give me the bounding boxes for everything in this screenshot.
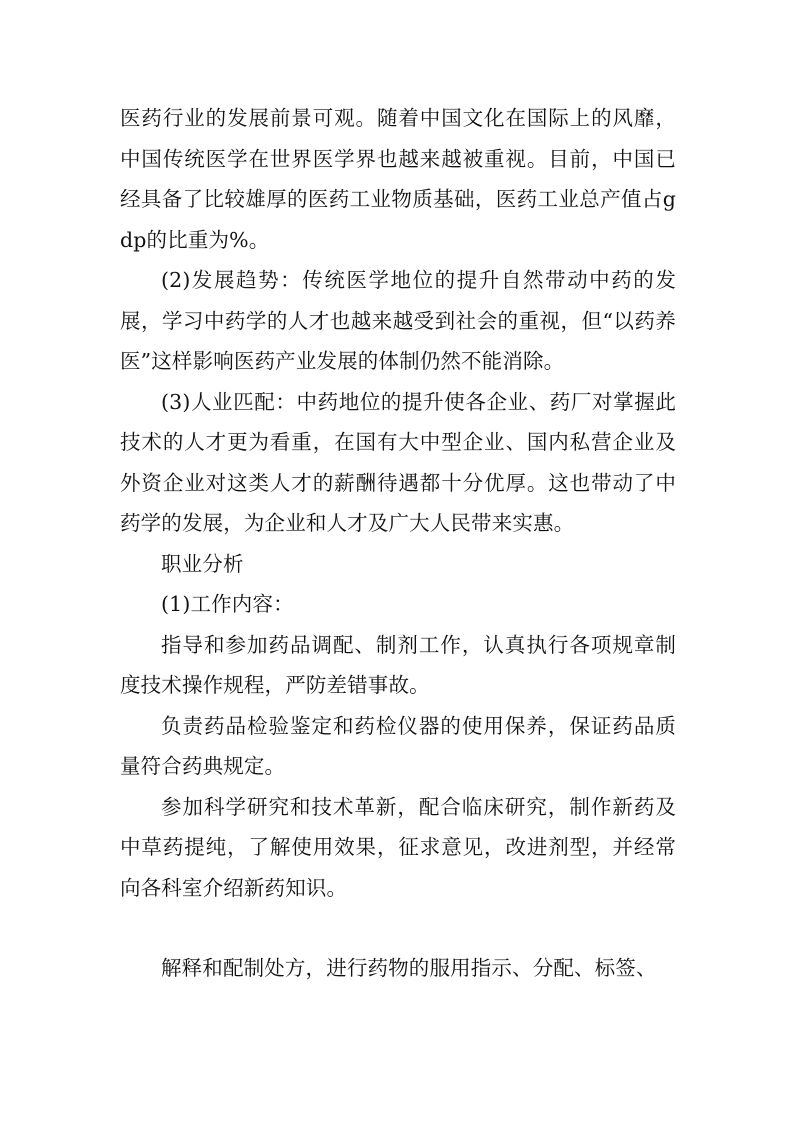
- paragraph-person-job-match: (3)人业匹配：中药地位的提升使各企业、药厂对掌握此技术的人才更为看重，在国有大中型企业、国内私营企业及外资企业对这类人才的薪酬待遇都十分优厚。这也带动了中药学的发展，为企业和人才及广大人民带来实惠。: [120, 389, 676, 535]
- paragraph-duty-inspection: 负责药品检验鉴定和药检仪器的使用保养，保证药品质量符合药典规定。: [120, 713, 676, 778]
- paragraph-gap: [120, 908, 676, 948]
- document-body: [120, 98, 676, 989]
- paragraph-duty-dispensing: 指导和参加药品调配、制剂工作，认真执行各项规章制度技术操作规程，严防差错事故。: [120, 632, 676, 697]
- paragraph-development-trend: (2)发展趋势：传统医学地位的提升自然带动中药的发展，学习中药学的人才也越来越受到社会的重视，但“以药养医”这样影响医药产业发展的体制仍然不能消除。: [120, 268, 676, 373]
- paragraph-industry-outlook: 医药行业的发展前景可观。随着中国文化在国际上的风靡，中国传统医学在世界医学界也越来越被重视。目前，中国已经具备了比较雄厚的医药工业物质基础，医药工业总产值占gdp的比重为%。: [120, 106, 676, 252]
- section-heading-career-analysis: 职业分析: [161, 551, 244, 576]
- subheading-work-content: (1)工作内容：: [161, 592, 294, 616]
- paragraph-duty-prescription: 解释和配制处方，进行药物的服用指示、分配、标签、: [161, 956, 657, 980]
- paragraph-duty-research: 参加科学研究和技术革新，配合临床研究，制作新药及中草药提纯，了解使用效果，征求意见，改进剂型，并经常向各科室介绍新药知识。: [120, 794, 676, 900]
